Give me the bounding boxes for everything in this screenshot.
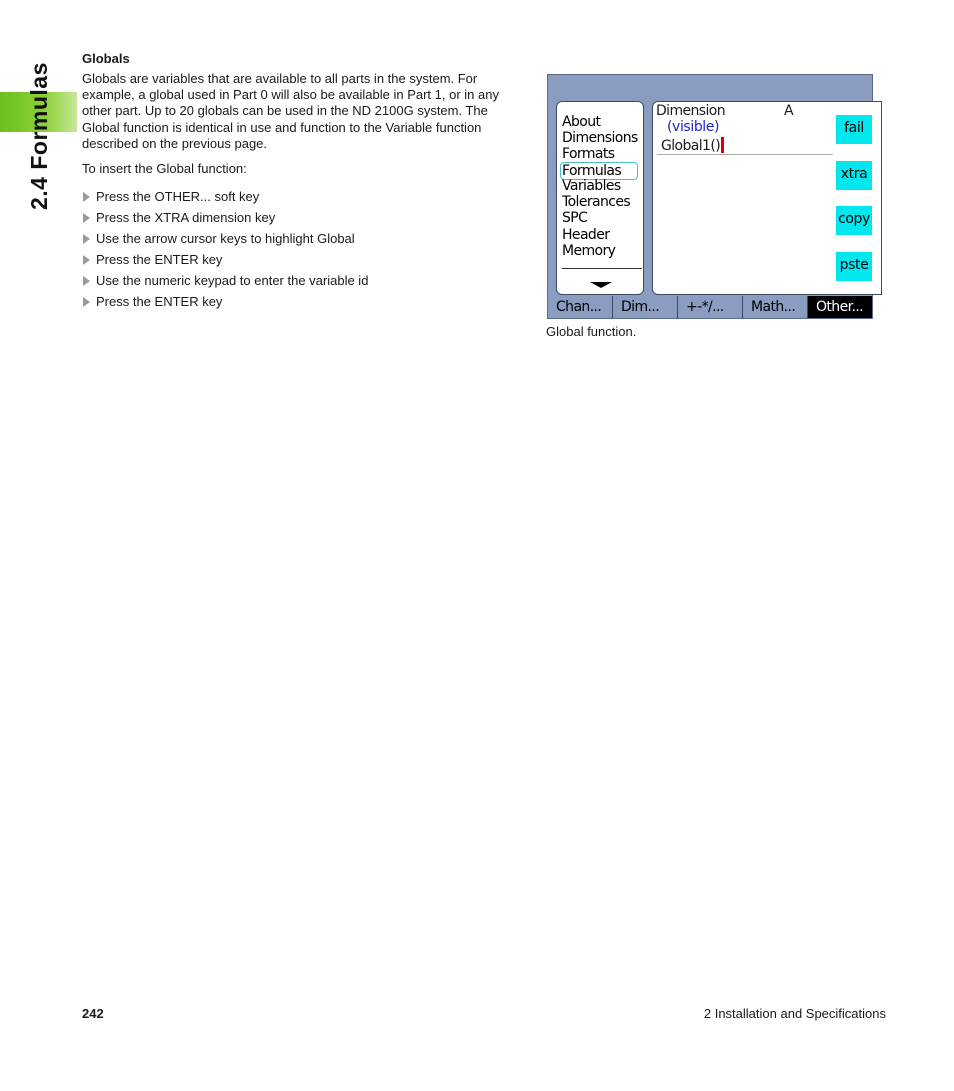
bullet-arrow-icon [83,234,90,244]
step-item: Use the numeric keypad to enter the variable id [82,270,368,291]
chapter-footer: 2 Installation and Specifications [703,1006,886,1021]
dimension-label: Dimension [656,103,726,119]
menu-item-dimensions[interactable]: Dimensions [562,130,638,146]
bullet-arrow-icon [83,276,90,286]
bullet-arrow-icon [83,297,90,307]
steps-list [82,186,368,312]
formula-input[interactable] [661,137,724,154]
formula-text: Global1() [661,138,721,154]
menu-item-header[interactable]: Header [562,227,610,243]
bottom-soft-key-bar [548,296,872,318]
device-screen [547,74,873,319]
step-item: Press the OTHER... soft key [82,186,368,207]
copy-soft-key[interactable]: copy [836,206,872,235]
math-soft-key[interactable]: Math... [743,296,808,318]
menu-divider [562,268,642,269]
step-item: Press the ENTER key [82,291,368,312]
dimension-id: A [784,103,794,119]
input-underline [657,154,833,155]
operators-soft-key[interactable]: +-*/... [678,296,743,318]
step-item: Press the ENTER key [82,249,368,270]
figure-caption: Global function. [546,324,637,339]
other-soft-key[interactable]: Other... [808,296,872,318]
fail-soft-key[interactable]: fail [836,115,872,144]
section-paragraph: Globals are variables that are available to all parts in the system. For example, a global used in Part 0 will also be available in Part 1, or in any other part. Up to 20 globals can be used in the ND 2100G system. The Global function is identical in use and function to the Variable function described on the previous page. [82,71,499,151]
menu-item-formats[interactable]: Formats [562,146,615,162]
bullet-arrow-icon [83,255,90,265]
step-item: Press the XTRA dimension key [82,207,368,228]
menu-item-variables[interactable]: Variables [562,178,621,194]
menu-item-memory[interactable]: Memory [562,243,616,259]
setup-menu [556,101,644,295]
scroll-down-icon[interactable] [590,282,612,288]
xtra-soft-key[interactable]: xtra [836,161,872,190]
menu-item-about[interactable]: About [562,114,601,130]
step-item: Use the arrow cursor keys to highlight Global [82,228,368,249]
bullet-arrow-icon [83,192,90,202]
menu-item-tolerances[interactable]: Tolerances [562,194,631,210]
menu-item-spc[interactable]: SPC [562,210,588,226]
dim-soft-key[interactable]: Dim... [613,296,678,318]
text-cursor [721,137,724,153]
chan-soft-key[interactable]: Chan... [548,296,613,318]
steps-intro: To insert the Global function: [82,161,247,176]
section-heading: Globals [82,51,130,66]
section-side-title: 2.4 Formulas [26,62,52,210]
visibility-status: (visible) [667,119,720,135]
page-number: 242 [82,1006,104,1021]
menu-item-formulas[interactable]: Formulas [560,162,638,180]
paste-soft-key[interactable]: pste [836,252,872,281]
bullet-arrow-icon [83,213,90,223]
